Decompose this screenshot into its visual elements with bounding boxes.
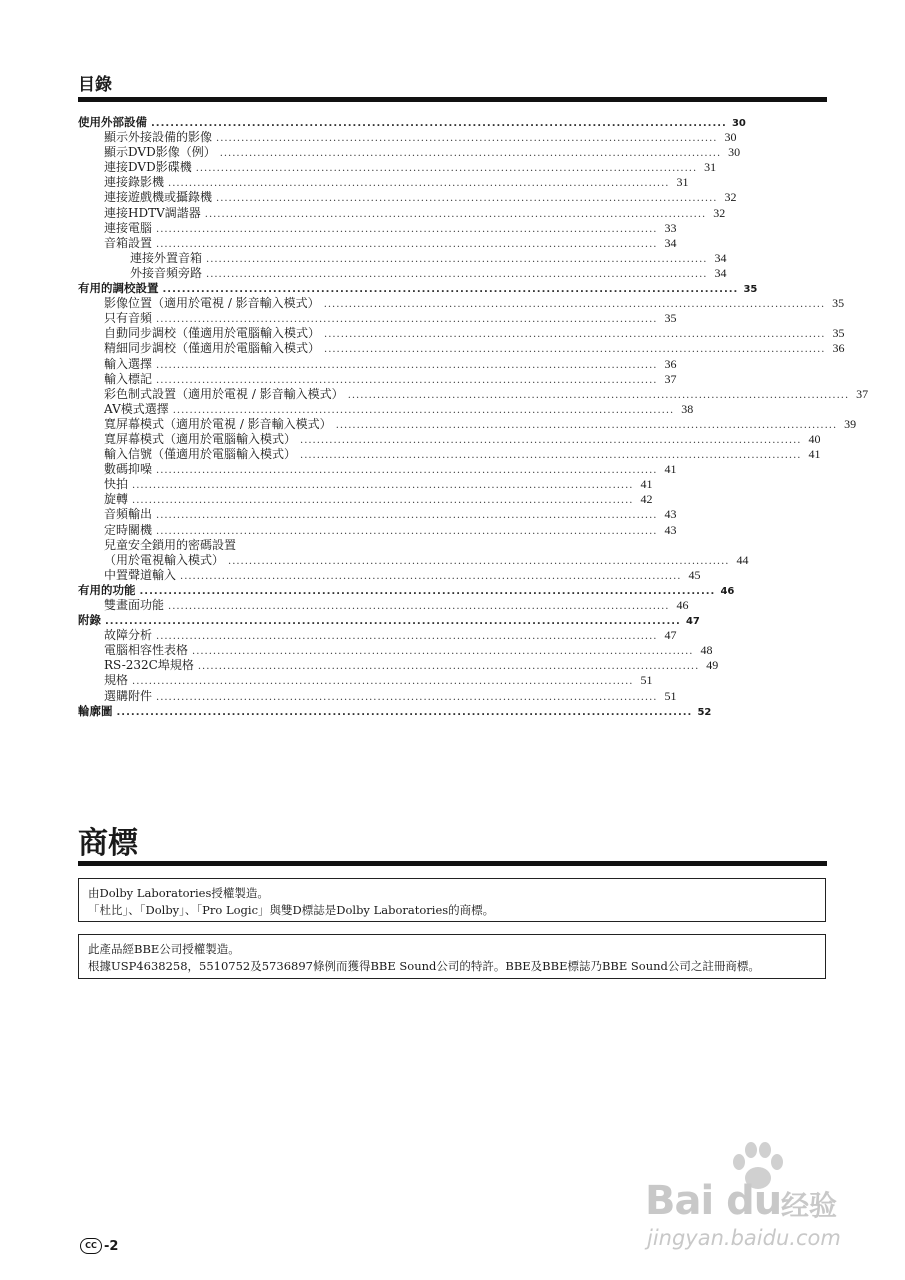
toc-leader-dots: ........................................................................................................................ [156,314,658,326]
toc-leader-dots: ........................................................................................................................ [216,133,718,145]
toc-entry [78,160,717,175]
toc-entry [78,326,845,341]
toc-section [78,703,712,719]
toc-leader-dots: ........................................................................................................................ [156,223,658,235]
page-number: -2 [104,1238,119,1254]
toc-entry-page: 46 [676,598,689,612]
toc-entry-label: 自動同步調校（僅適用於電腦輸入模式） [104,326,321,341]
toc-entry-page: 43 [664,507,677,522]
toc-entry-page: 30 [728,145,741,160]
toc-leader-dots: ........................................................................................................................ [132,676,634,688]
toc-entry [78,492,653,507]
toc-section [78,281,758,296]
toc-entry [78,522,677,538]
toc-entry-label: 連接錄影機 [104,175,165,190]
toc-entry-page: 35 [664,311,677,326]
toc-entry-label: 輪廓圖 [78,703,113,718]
dolby-notice-box [78,878,826,922]
toc-entry [78,220,677,236]
toc-entry [78,552,749,568]
toc-leader-dots: ........................................................................................................................ [197,661,700,673]
toc-leader-dots: ........................................................................................................................ [139,585,716,597]
toc-leader-dots: ........................................................................................................................ [347,389,850,401]
dolby-notice-line2: 「杜比」、「Dolby」、「Pro Logic」與雙D標誌是Dolby Laboratories的商標。 [88,903,495,917]
toc-entry-label: RS-232C埠規格 [104,658,194,673]
toc-entry-label: 連接外置音箱 [130,250,203,265]
toc-section [78,115,746,130]
toc-entry [78,175,689,190]
page-footer [80,1238,118,1254]
toc-leader-dots: ........................................................................................................................ [156,238,658,250]
toc-entry [78,296,845,311]
toc-entry [78,371,677,387]
toc-entry [78,643,713,658]
toc-entry-page: 43 [664,522,677,537]
toc-entry-page: 37 [856,386,869,401]
toc-leader-dots: ........................................................................................................................ [180,570,682,582]
toc-entry [78,265,727,281]
toc-entry-label: 故障分析 [104,628,153,643]
toc-entry-page: 36 [664,356,677,371]
toc-leader-dots: ........................................................................................................................ [156,510,658,522]
toc-entry [78,507,677,522]
toc-entry-page: 47 [685,616,700,628]
toc-entry-page: 41 [664,462,677,477]
toc-divider [78,97,827,102]
toc-leader-dots: ........................................................................................................................ [228,555,730,567]
toc-entry-label: 連接遊戲機或攝錄機 [104,190,213,205]
toc-entry-label: 中置聲道輸入 [104,567,177,582]
toc-entry-page: 41 [808,447,821,462]
toc-leader-dots: ........................................................................................................................ [206,253,708,265]
toc-title: 目錄 [78,75,112,95]
toc-entry-label: 兒童安全鎖用的密碼設置 [104,537,237,552]
toc-entry-label: 寬屏幕模式（適用於電視 / 影音輸入模式） [104,416,332,431]
toc-leader-dots: ........................................................................................................................ [132,480,634,492]
toc-leader-dots: ........................................................................................................................ [192,646,694,658]
trademarks-title: 商標 [78,826,138,861]
toc-entry-label: 連接DVD影碟機 [104,160,192,175]
toc-entry-label: 定時關機 [104,522,153,537]
toc-entry [78,462,677,477]
toc-entry-label: 輸入信號（僅適用於電腦輸入模式） [104,447,297,462]
toc-leader-dots: ........................................................................................................................ [162,284,739,296]
toc-entry [78,538,438,553]
toc-entry-label: 輸入選擇 [104,356,153,371]
toc-entry-page: 34 [714,250,727,265]
toc-entry-page: 41 [640,477,653,492]
watermark-url: jingyan.baidu.com [647,1226,841,1250]
dolby-notice-line1: 由Dolby Laboratories授權製造。 [88,886,269,900]
toc-entry [78,431,821,447]
toc-entry-label: 寬屏幕模式（適用於電腦輸入模式） [104,431,297,446]
toc-entry-page: 37 [664,371,677,386]
toc-entry-page: 44 [736,552,749,567]
toc-leader-dots: ........................................................................................................................ [105,616,681,628]
toc-entry-label: 連接HDTV調諧器 [104,205,201,220]
toc-leader-dots: ........................................................................................................................ [195,163,698,175]
toc-entry-label: 音箱設置 [104,235,153,250]
toc-entry-label: 有用的功能 [78,582,136,597]
toc-entry-label: 只有音頻 [104,311,153,326]
toc-leader-dots: ........................................................................................................................ [156,691,658,703]
toc-leader-dots: ........................................................................................................................ [300,434,802,446]
toc-entry [78,598,689,613]
toc-entry [78,386,869,402]
toc-entry [78,567,701,583]
toc-entry [78,145,741,160]
toc-leader-dots: ........................................................................................................................ [204,208,707,220]
toc-entry-page: 52 [697,706,712,718]
trademarks-divider [78,861,827,866]
toc-entry-label: 選購附件 [104,688,153,703]
toc-leader-dots: ........................................................................................................................ [168,601,670,612]
toc-entry-page: 39 [844,416,857,431]
toc-entry-label: 電腦相容性表格 [104,643,189,658]
toc-entry-page: 38 [681,401,694,416]
toc-entry [78,235,677,251]
toc-entry-page: 35 [832,326,845,341]
toc-entry [78,311,677,326]
toc-entry-page: 35 [743,284,758,296]
toc-entry-page: 34 [664,235,677,250]
toc-entry-page: 46 [720,585,735,597]
toc-entry-page: 35 [832,296,845,311]
toc-leader-dots: ........................................................................................................................ [156,374,658,386]
toc-entry-page: 32 [713,205,726,220]
toc-entry-label: 規格 [104,673,129,688]
toc-leader-dots: ........................................................................................................................ [219,148,722,160]
toc-entry-label: 連接電腦 [104,220,153,235]
toc-entry-page: 47 [664,628,677,643]
toc-entry-label: 有用的調校設置 [78,281,159,296]
toc-entry [78,477,653,492]
toc-entry-page: 40 [808,431,821,446]
toc-entry [78,658,719,673]
toc-section [78,613,700,628]
toc-leader-dots: ........................................................................................................................ [335,419,838,431]
toc-leader-dots: ........................................................................................................................ [132,495,634,507]
toc-entry-label: 外接音頻旁路 [130,265,203,280]
toc-entry-label: 數碼抑噪 [104,462,153,477]
toc-leader-dots: ........................................................................................................................ [156,525,658,537]
toc-entry-label: 顯示外接設備的影像 [104,130,213,145]
toc-leader-dots: ........................................................................................................................ [168,178,670,190]
toc-leader-dots: ........................................................................................................................ [156,631,658,643]
toc-entry-label: 精細同步調校（僅適用於電腦輸入模式） [104,341,321,356]
toc-entry [78,628,677,643]
toc-entry [78,688,677,704]
toc-entry-page: 49 [706,658,719,673]
toc-entry-label: 快拍 [104,477,129,492]
toc-entry [78,401,694,417]
toc-entry-page: 32 [724,190,737,205]
toc-entry [78,130,737,145]
toc-entry-page: 30 [731,118,746,129]
toc-entry [78,250,727,266]
toc-leader-dots: ........................................................................................................................ [300,450,802,462]
toc-entry-label: 彩色制式設置（適用於電視 / 影音輸入模式） [104,386,344,401]
toc-entry-page: 34 [714,265,727,280]
bbe-notice-box [78,934,826,979]
toc-entry-page: 51 [640,673,653,688]
toc-entry-label: 顯示DVD影像（例） [104,145,216,160]
toc-entry-page: 31 [704,160,717,175]
toc-entry [78,356,677,372]
cc-badge: CC [80,1238,102,1254]
toc-entry [78,416,857,432]
toc-entry-page: 51 [664,688,677,703]
toc-entry-page: 30 [724,130,737,145]
watermark-brand: Bai du [645,1178,782,1224]
toc-leader-dots: ........................................................................................................................ [206,268,708,280]
toc-entry-label: 輸入標記 [104,371,153,386]
toc-section [78,582,735,598]
bbe-notice-line1: 此產品經BBE公司授權製造。 [88,942,240,956]
toc-entry [78,341,845,356]
toc-entry-page: 36 [832,341,845,356]
toc-entry-page: 45 [688,567,701,582]
toc-entry-label: 影像位置（適用於電視 / 影音輸入模式） [104,296,320,311]
toc-leader-dots: ........................................................................................................................ [116,706,693,718]
baidu-watermark [645,1140,855,1250]
toc-entry-label: AV模式選擇 [104,401,169,416]
bbe-notice-line2: 根據USP4638258，5510752及5736897條例而獲得BBE Sound公司的特許。BBE及BBE標誌乃BBE Sound公司之註冊商標。 [88,959,760,973]
toc-list [78,115,869,719]
toc-entry-label: 音頻輸出 [104,507,153,522]
toc-leader-dots: ........................................................................................................................ [156,359,658,371]
toc-entry-page: 31 [676,175,689,190]
toc-entry-label: 旋轉 [104,492,129,507]
toc-leader-dots: ........................................................................................................................ [151,118,727,129]
toc-entry-label: 雙畫面功能 [104,598,165,612]
toc-leader-dots: ........................................................................................................................ [172,404,675,416]
watermark-brand-cn: 经验 [781,1189,838,1222]
toc-leader-dots: ........................................................................................................................ [216,193,718,205]
toc-entry [78,205,726,221]
toc-leader-dots: ........................................................................................................................ [324,344,826,356]
toc-entry [78,447,821,462]
toc-entry-page: 48 [700,643,713,658]
toc-leader-dots: ........................................................................................................................ [323,299,826,311]
toc-entry [78,673,653,688]
toc-entry-label: （用於電視輸入模式） [104,552,225,567]
toc-entry [78,190,737,205]
toc-entry-label: 使用外部設備 [78,115,147,129]
toc-leader-dots: ........................................................................................................................ [156,465,658,477]
toc-entry-page: 33 [664,220,677,235]
toc-entry-page: 42 [640,492,653,507]
toc-entry-label: 附錄 [78,613,101,628]
toc-leader-dots: ........................................................................................................................ [324,329,826,341]
